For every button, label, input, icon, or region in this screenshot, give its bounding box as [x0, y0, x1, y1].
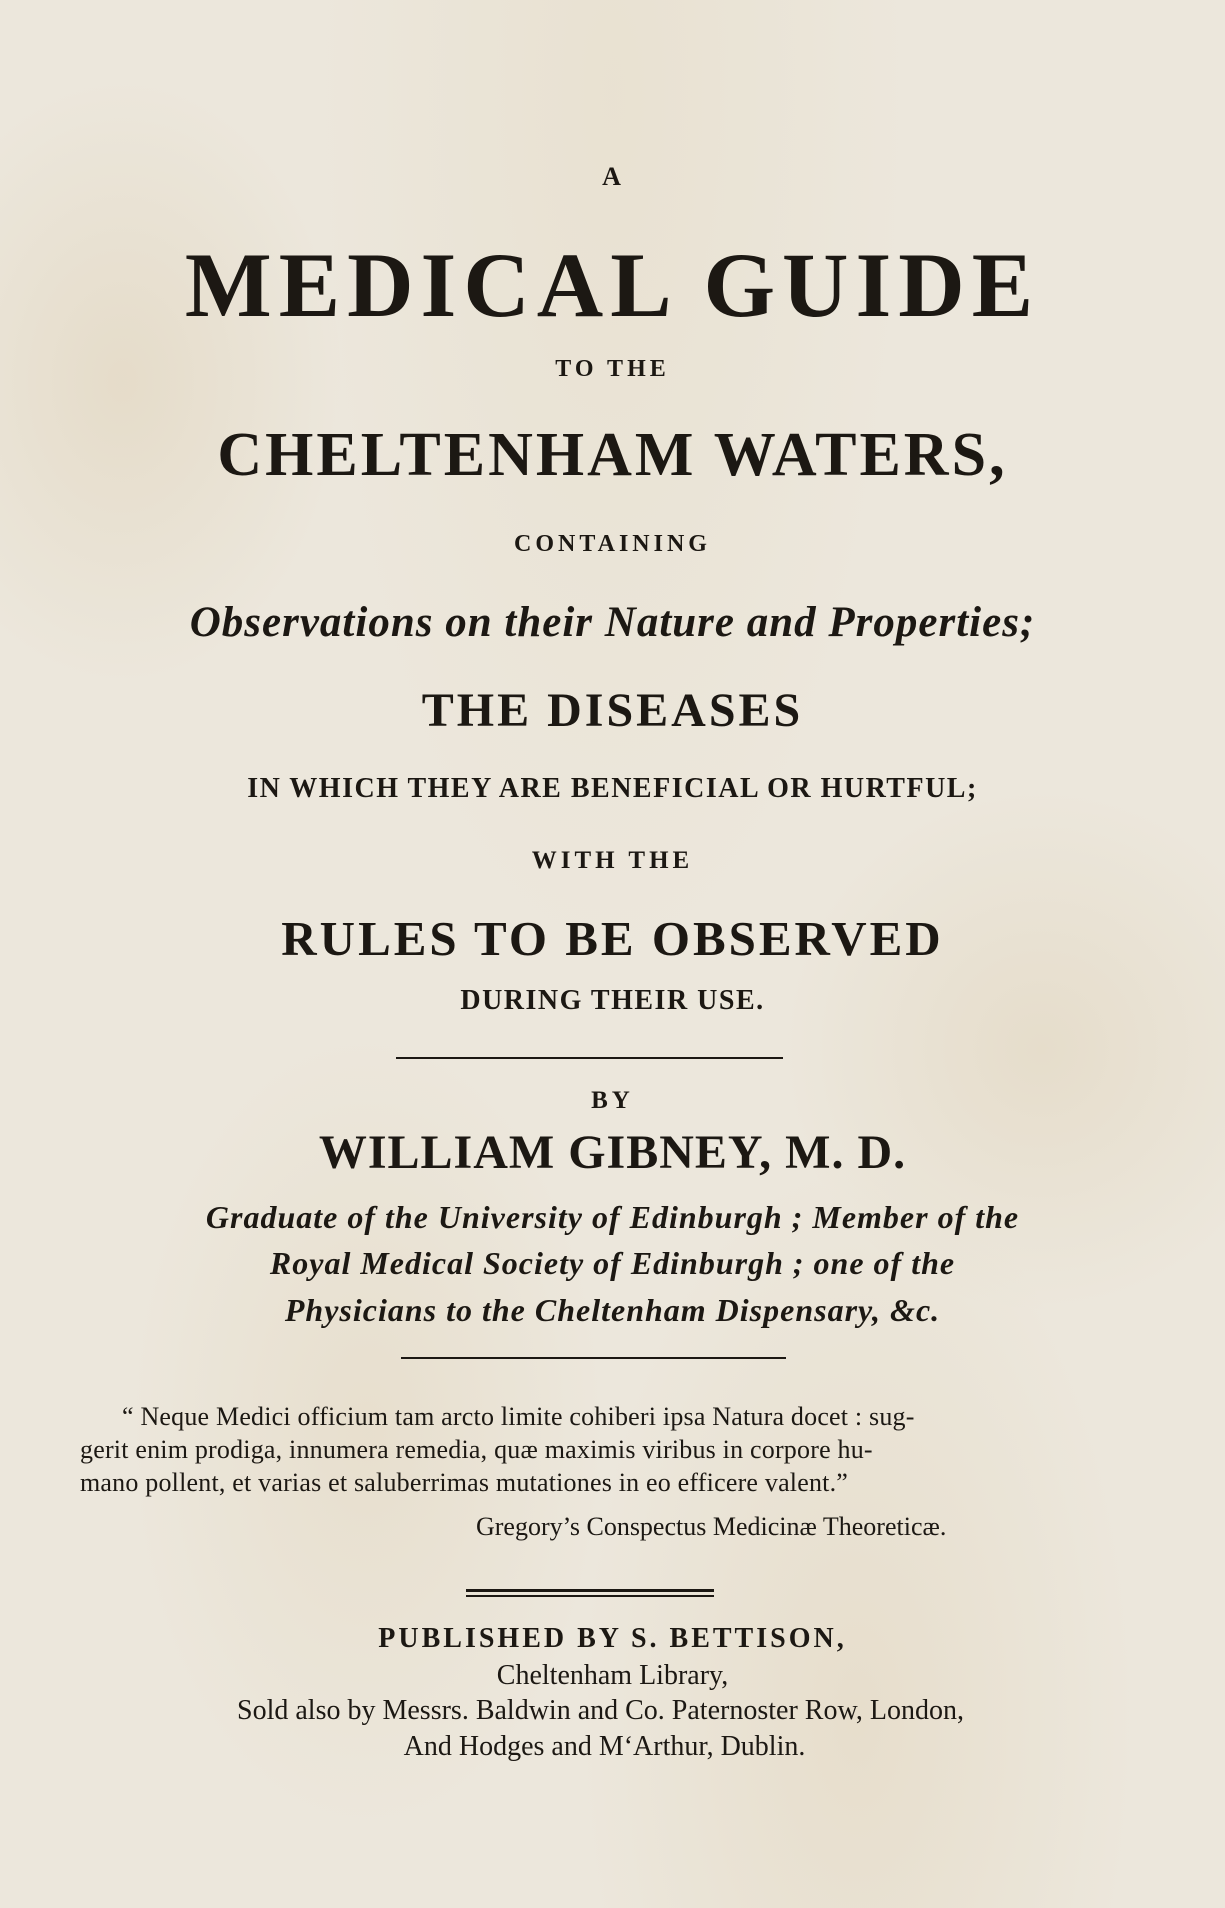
epigraph-line: “ Neque Medici officium tam arcto limite cohiberi ipsa Natura docet : sug- — [122, 1402, 915, 1431]
author-credential-line: Royal Medical Society of Edinburgh ; one of the — [269, 1245, 956, 1281]
epigraph-line: mano pollent, et varias et saluberrimas mutationes in eo efficere valent.” — [80, 1468, 849, 1497]
imprint-line: Sold also by Messrs. Baldwin and Co. Paternoster Row, London, — [237, 1695, 964, 1726]
title-article: A — [602, 162, 623, 191]
book-subject: CHELTENHAM WATERS, — [217, 421, 1008, 489]
author-credential-line: Graduate of the University of Edinburgh ; Member of the — [205, 1199, 1020, 1235]
epigraph-line: gerit enim prodiga, innumera remedia, quæ maximis viribus in corpore hu- — [80, 1435, 873, 1464]
observations-line: Observations on their Nature and Properties; — [189, 599, 1036, 646]
diseases-heading: THE DISEASES — [421, 684, 804, 737]
diseases-subline: IN WHICH THEY ARE BENEFICIAL OR HURTFUL; — [247, 773, 978, 804]
rules-heading: RULES TO BE OBSERVED — [281, 911, 944, 966]
double-rule — [466, 1589, 714, 1592]
author-credential-line: Physicians to the Cheltenham Dispensary, &c. — [284, 1292, 941, 1328]
double-rule — [466, 1595, 714, 1597]
publisher-line: PUBLISHED BY S. BETTISON, — [378, 1623, 847, 1654]
with-the-label: WITH THE — [531, 847, 694, 874]
book-title: MEDICAL GUIDE — [184, 234, 1041, 336]
imprint-line: And Hodges and M‘Arthur, Dublin. — [403, 1731, 806, 1762]
epigraph-source: Gregory’s Conspectus Medicinæ Theoreticæ. — [476, 1512, 947, 1541]
rules-subline: DURING THEIR USE. — [460, 985, 765, 1016]
containing-label: CONTAINING — [514, 531, 711, 557]
title-connector: TO THE — [555, 356, 670, 382]
imprint-line: Cheltenham Library, — [496, 1660, 729, 1691]
divider-rule — [401, 1357, 786, 1359]
divider-rule — [396, 1057, 783, 1059]
author-name: WILLIAM GIBNEY, M. D. — [318, 1126, 907, 1179]
by-label: BY — [591, 1087, 634, 1114]
